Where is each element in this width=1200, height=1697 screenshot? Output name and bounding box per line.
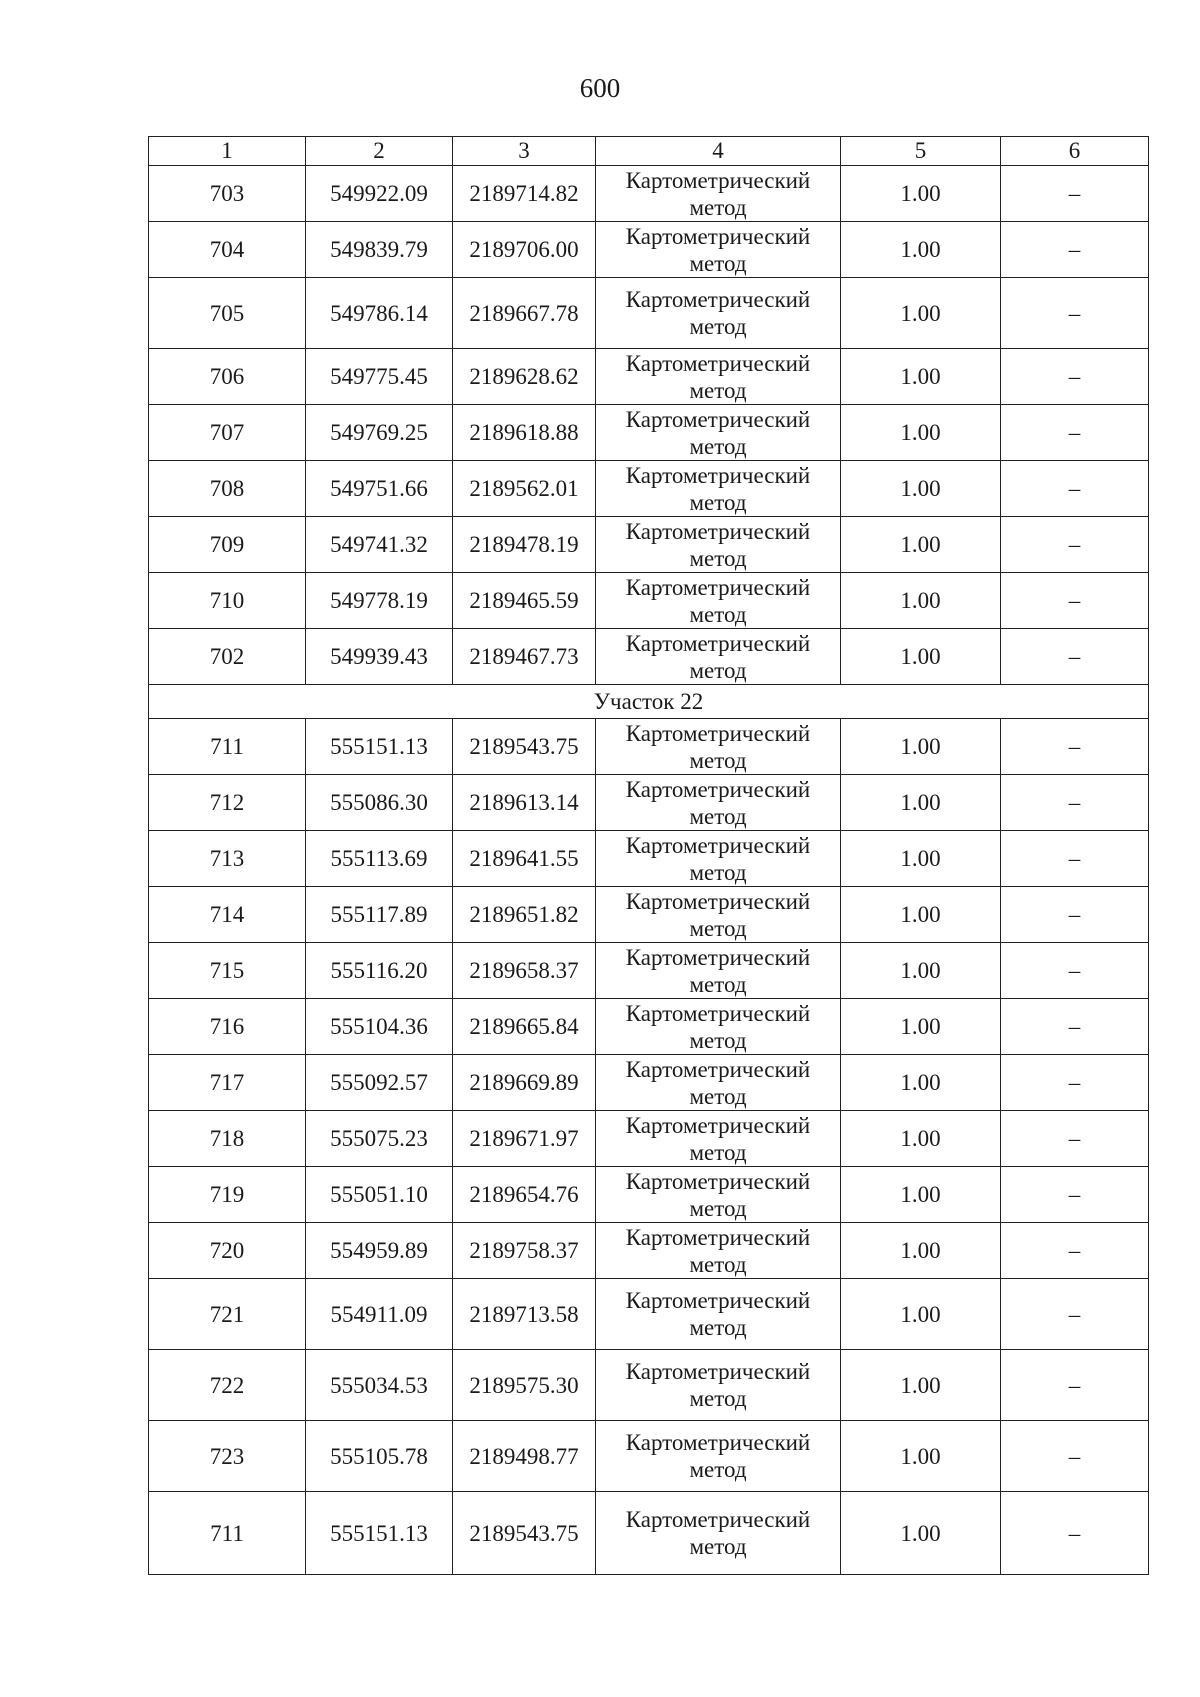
method-line-2: метод (689, 314, 747, 339)
method-line-2: метод (689, 803, 747, 829)
point-number-cell: 710 (149, 573, 306, 629)
x-coordinate-cell: 555104.36 (306, 999, 453, 1055)
table-row (149, 461, 1149, 517)
y-coordinate-cell: 2189669.89 (453, 1055, 596, 1111)
method-line-1: Картометрический (625, 1112, 811, 1138)
y-coordinate-cell: 2189658.37 (453, 943, 596, 999)
point-number-cell: 708 (149, 461, 306, 517)
x-coordinate-cell: 549786.14 (306, 278, 453, 349)
point-number-cell: 719 (149, 1167, 306, 1223)
accuracy-cell: 1.00 (841, 775, 1001, 831)
point-number-cell: 723 (149, 1421, 306, 1492)
point-number-cell: 703 (149, 166, 306, 222)
x-coordinate-cell: 549751.66 (306, 461, 453, 517)
accuracy-cell: 1.00 (841, 1223, 1001, 1279)
table-row (149, 222, 1149, 278)
y-coordinate-cell: 2189543.75 (453, 719, 596, 775)
note-cell: – (1001, 999, 1149, 1055)
y-coordinate-cell: 2189671.97 (453, 1111, 596, 1167)
method-cell (596, 1223, 841, 1279)
y-coordinate-cell: 2189628.62 (453, 349, 596, 405)
table-row (149, 775, 1149, 831)
accuracy-cell: 1.00 (841, 166, 1001, 222)
method-line-1: Картометрический (625, 1056, 811, 1082)
method-line-2: метод (689, 1083, 747, 1109)
column-header: 4 (596, 137, 841, 166)
y-coordinate-cell: 2189613.14 (453, 775, 596, 831)
method-cell (596, 831, 841, 887)
point-number-cell: 704 (149, 222, 306, 278)
accuracy-cell: 1.00 (841, 222, 1001, 278)
method-cell (596, 999, 841, 1055)
method-cell (596, 166, 841, 222)
table-row (149, 278, 1149, 349)
y-coordinate-cell: 2189562.01 (453, 461, 596, 517)
note-cell: – (1001, 775, 1149, 831)
accuracy-cell: 1.00 (841, 1111, 1001, 1167)
point-number-cell: 720 (149, 1223, 306, 1279)
note-cell: – (1001, 1350, 1149, 1421)
method-line-1: Картометрический (625, 888, 811, 914)
method-line-1: Картометрический (625, 630, 811, 656)
x-coordinate-cell: 555092.57 (306, 1055, 453, 1111)
method-line-1: Картометрический (625, 1359, 811, 1384)
method-cell (596, 1167, 841, 1223)
y-coordinate-cell: 2189465.59 (453, 573, 596, 629)
note-cell: – (1001, 831, 1149, 887)
note-cell: – (1001, 461, 1149, 517)
note-cell: – (1001, 887, 1149, 943)
table-row (149, 719, 1149, 775)
accuracy-cell: 1.00 (841, 887, 1001, 943)
note-cell: – (1001, 166, 1149, 222)
x-coordinate-cell: 554911.09 (306, 1279, 453, 1350)
y-coordinate-cell: 2189543.75 (453, 1492, 596, 1575)
x-coordinate-cell: 555051.10 (306, 1167, 453, 1223)
note-cell: – (1001, 1167, 1149, 1223)
method-cell (596, 517, 841, 573)
coordinates-table (148, 136, 1149, 1575)
point-number-cell: 702 (149, 629, 306, 685)
note-cell: – (1001, 349, 1149, 405)
accuracy-cell: 1.00 (841, 461, 1001, 517)
method-line-2: метод (689, 489, 747, 515)
y-coordinate-cell: 2189575.30 (453, 1350, 596, 1421)
point-number-cell: 722 (149, 1350, 306, 1421)
method-cell (596, 405, 841, 461)
y-coordinate-cell: 2189706.00 (453, 222, 596, 278)
y-coordinate-cell: 2189654.76 (453, 1167, 596, 1223)
note-cell: – (1001, 1055, 1149, 1111)
note-cell: – (1001, 517, 1149, 573)
method-line-2: метод (689, 1457, 747, 1482)
table-row (149, 1350, 1149, 1421)
method-cell (596, 222, 841, 278)
x-coordinate-cell: 549769.25 (306, 405, 453, 461)
point-number-cell: 707 (149, 405, 306, 461)
method-cell (596, 719, 841, 775)
y-coordinate-cell: 2189478.19 (453, 517, 596, 573)
y-coordinate-cell: 2189467.73 (453, 629, 596, 685)
point-number-cell: 717 (149, 1055, 306, 1111)
y-coordinate-cell: 2189618.88 (453, 405, 596, 461)
note-cell: – (1001, 405, 1149, 461)
note-cell: – (1001, 1421, 1149, 1492)
table-row (149, 1111, 1149, 1167)
method-cell (596, 1421, 841, 1492)
note-cell: – (1001, 278, 1149, 349)
point-number-cell: 706 (149, 349, 306, 405)
accuracy-cell: 1.00 (841, 278, 1001, 349)
method-line-1: Картометрический (625, 1168, 811, 1194)
y-coordinate-cell: 2189498.77 (453, 1421, 596, 1492)
accuracy-cell: 1.00 (841, 1421, 1001, 1492)
method-line-2: метод (689, 657, 747, 683)
note-cell: – (1001, 629, 1149, 685)
method-cell (596, 461, 841, 517)
y-coordinate-cell: 2189665.84 (453, 999, 596, 1055)
method-line-2: метод (689, 859, 747, 885)
point-number-cell: 712 (149, 775, 306, 831)
point-number-cell: 709 (149, 517, 306, 573)
method-line-1: Картометрический (625, 720, 811, 746)
section-row (149, 685, 1149, 719)
accuracy-cell: 1.00 (841, 1350, 1001, 1421)
method-line-1: Картометрический (625, 350, 811, 376)
accuracy-cell: 1.00 (841, 719, 1001, 775)
note-cell: – (1001, 1492, 1149, 1575)
method-cell (596, 349, 841, 405)
accuracy-cell: 1.00 (841, 517, 1001, 573)
note-cell: – (1001, 573, 1149, 629)
x-coordinate-cell: 549778.19 (306, 573, 453, 629)
table-row (149, 573, 1149, 629)
method-line-1: Картометрический (625, 518, 811, 544)
method-line-2: метод (689, 747, 747, 773)
accuracy-cell: 1.00 (841, 629, 1001, 685)
x-coordinate-cell: 555151.13 (306, 719, 453, 775)
method-line-2: метод (689, 971, 747, 997)
method-line-1: Картометрический (625, 832, 811, 858)
method-cell (596, 573, 841, 629)
y-coordinate-cell: 2189758.37 (453, 1223, 596, 1279)
method-line-2: метод (689, 377, 747, 403)
method-cell (596, 1350, 841, 1421)
table-row (149, 349, 1149, 405)
method-line-1: Картометрический (625, 1288, 811, 1313)
table-body (149, 137, 1149, 1575)
accuracy-cell: 1.00 (841, 1167, 1001, 1223)
table-row (149, 166, 1149, 222)
x-coordinate-cell: 555151.13 (306, 1492, 453, 1575)
table-row (149, 943, 1149, 999)
x-coordinate-cell: 549775.45 (306, 349, 453, 405)
method-line-2: метод (689, 1386, 747, 1411)
column-header: 5 (841, 137, 1001, 166)
x-coordinate-cell: 554959.89 (306, 1223, 453, 1279)
note-cell: – (1001, 719, 1149, 775)
point-number-cell: 715 (149, 943, 306, 999)
accuracy-cell: 1.00 (841, 831, 1001, 887)
method-line-2: метод (689, 194, 747, 220)
table-row (149, 1223, 1149, 1279)
accuracy-cell: 1.00 (841, 943, 1001, 999)
method-cell (596, 1111, 841, 1167)
table-row (149, 1055, 1149, 1111)
table-row (149, 629, 1149, 685)
x-coordinate-cell: 549741.32 (306, 517, 453, 573)
header-row (149, 137, 1149, 166)
table-row (149, 999, 1149, 1055)
method-line-1: Картометрический (625, 1000, 811, 1026)
method-line-2: метод (689, 433, 747, 459)
method-line-1: Картометрический (625, 1507, 811, 1532)
method-cell (596, 629, 841, 685)
accuracy-cell: 1.00 (841, 573, 1001, 629)
accuracy-cell: 1.00 (841, 405, 1001, 461)
method-cell (596, 1492, 841, 1575)
accuracy-cell: 1.00 (841, 1279, 1001, 1350)
x-coordinate-cell: 549839.79 (306, 222, 453, 278)
point-number-cell: 721 (149, 1279, 306, 1350)
x-coordinate-cell: 549922.09 (306, 166, 453, 222)
method-line-1: Картометрический (625, 1224, 811, 1250)
table-row (149, 887, 1149, 943)
x-coordinate-cell: 555086.30 (306, 775, 453, 831)
method-line-1: Картометрический (625, 406, 811, 432)
x-coordinate-cell: 549939.43 (306, 629, 453, 685)
accuracy-cell: 1.00 (841, 349, 1001, 405)
x-coordinate-cell: 555116.20 (306, 943, 453, 999)
method-line-2: метод (689, 915, 747, 941)
point-number-cell: 718 (149, 1111, 306, 1167)
point-number-cell: 711 (149, 1492, 306, 1575)
column-header: 6 (1001, 137, 1149, 166)
y-coordinate-cell: 2189713.58 (453, 1279, 596, 1350)
method-cell (596, 278, 841, 349)
method-line-2: метод (689, 1534, 747, 1559)
point-number-cell: 713 (149, 831, 306, 887)
method-line-1: Картометрический (625, 776, 811, 802)
table-row (149, 517, 1149, 573)
method-line-1: Картометрический (625, 167, 811, 193)
method-line-2: метод (689, 601, 747, 627)
method-line-1: Картометрический (625, 287, 811, 312)
method-cell (596, 1055, 841, 1111)
point-number-cell: 716 (149, 999, 306, 1055)
method-cell (596, 887, 841, 943)
method-cell (596, 1279, 841, 1350)
column-header: 2 (306, 137, 453, 166)
table-row (149, 1279, 1149, 1350)
section-title: Участок 22 (149, 685, 1149, 719)
x-coordinate-cell: 555034.53 (306, 1350, 453, 1421)
table-row (149, 1421, 1149, 1492)
method-line-1: Картометрический (625, 944, 811, 970)
method-line-1: Картометрический (625, 462, 811, 488)
note-cell: – (1001, 1223, 1149, 1279)
y-coordinate-cell: 2189667.78 (453, 278, 596, 349)
method-line-2: метод (689, 1315, 747, 1340)
method-line-1: Картометрический (625, 1430, 811, 1455)
table-row (149, 1492, 1149, 1575)
table-row (149, 405, 1149, 461)
page-number: 600 (579, 73, 621, 103)
x-coordinate-cell: 555105.78 (306, 1421, 453, 1492)
table-row (149, 1167, 1149, 1223)
accuracy-cell: 1.00 (841, 999, 1001, 1055)
method-line-2: метод (689, 1139, 747, 1165)
column-header: 3 (453, 137, 596, 166)
method-line-2: метод (689, 250, 747, 276)
x-coordinate-cell: 555113.69 (306, 831, 453, 887)
point-number-cell: 705 (149, 278, 306, 349)
method-line-2: метод (689, 545, 747, 571)
method-line-2: метод (689, 1195, 747, 1221)
x-coordinate-cell: 555117.89 (306, 887, 453, 943)
accuracy-cell: 1.00 (841, 1492, 1001, 1575)
note-cell: – (1001, 943, 1149, 999)
method-line-2: метод (689, 1027, 747, 1053)
column-header: 1 (149, 137, 306, 166)
method-line-2: метод (689, 1251, 747, 1277)
method-line-1: Картометрический (625, 574, 811, 600)
method-cell (596, 943, 841, 999)
y-coordinate-cell: 2189641.55 (453, 831, 596, 887)
y-coordinate-cell: 2189651.82 (453, 887, 596, 943)
point-number-cell: 711 (149, 719, 306, 775)
point-number-cell: 714 (149, 887, 306, 943)
note-cell: – (1001, 1111, 1149, 1167)
table-row (149, 831, 1149, 887)
method-line-1: Картометрический (625, 223, 811, 249)
y-coordinate-cell: 2189714.82 (453, 166, 596, 222)
note-cell: – (1001, 222, 1149, 278)
method-cell (596, 775, 841, 831)
accuracy-cell: 1.00 (841, 1055, 1001, 1111)
x-coordinate-cell: 555075.23 (306, 1111, 453, 1167)
note-cell: – (1001, 1279, 1149, 1350)
